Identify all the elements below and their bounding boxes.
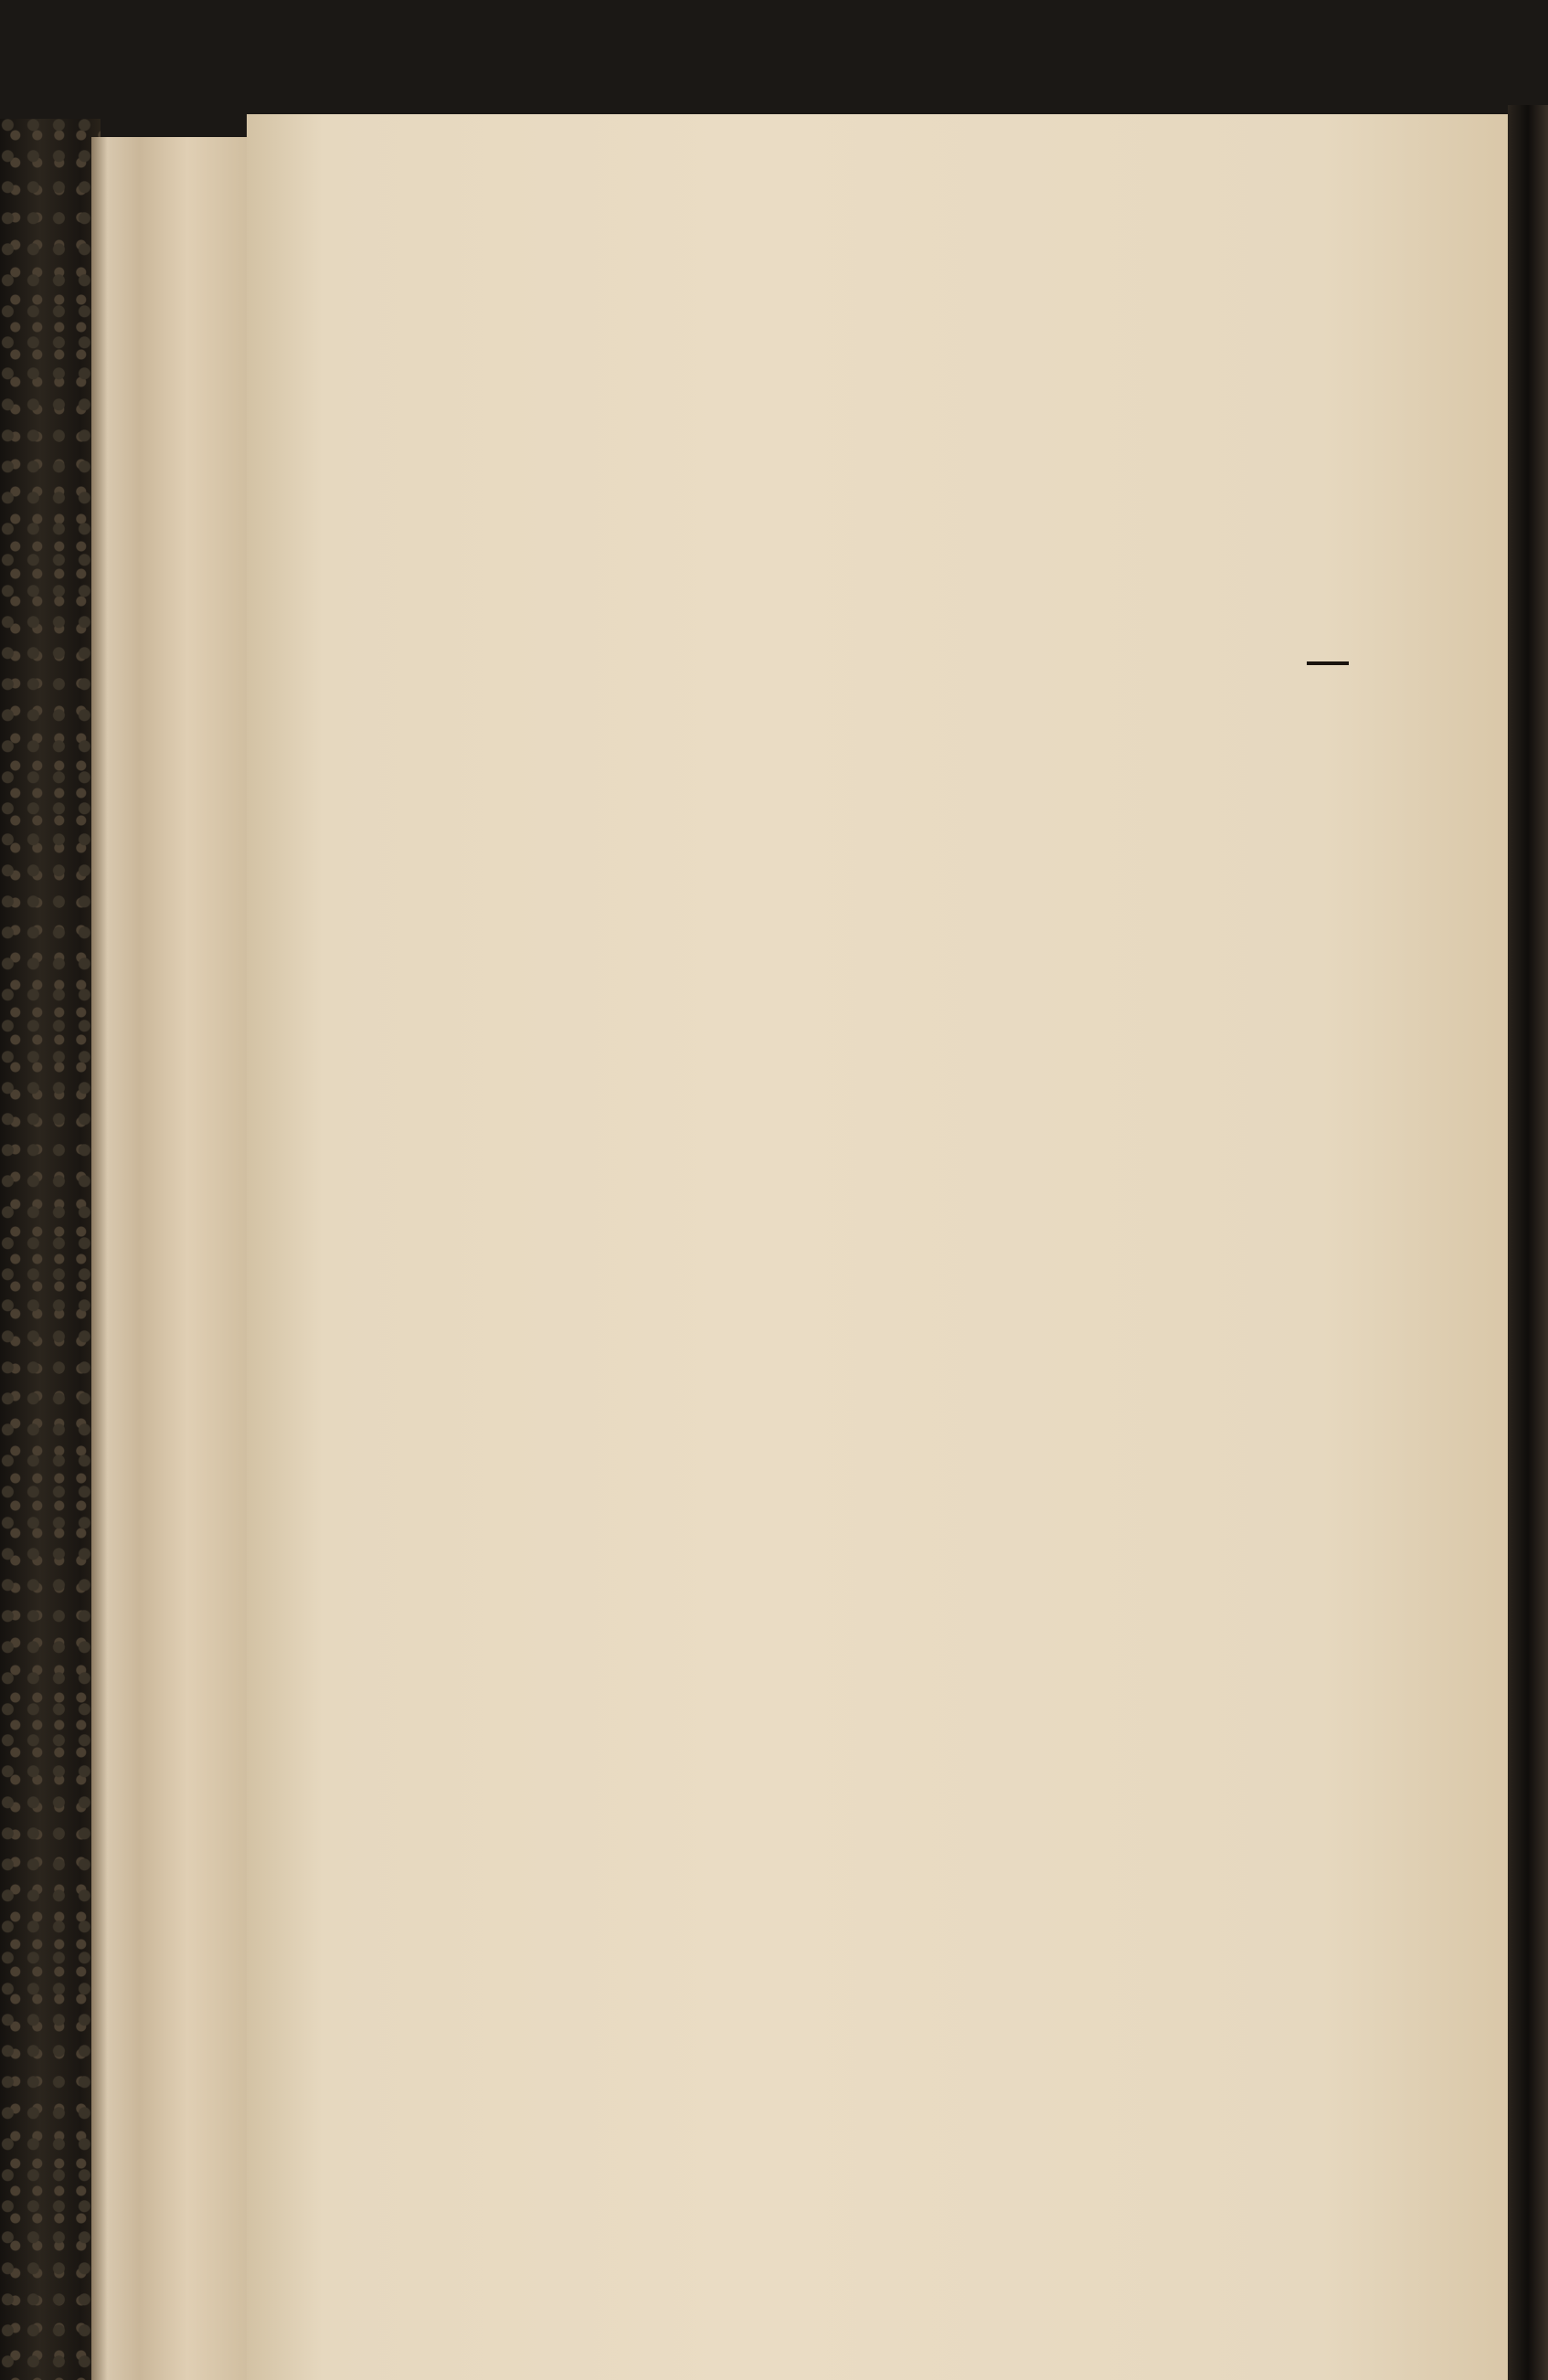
page-stack-edge (91, 137, 251, 2380)
book-binding (0, 119, 101, 2380)
book-page (247, 114, 1512, 2380)
keulen-dash (1307, 661, 1349, 665)
right-book-edge (1508, 105, 1548, 2380)
